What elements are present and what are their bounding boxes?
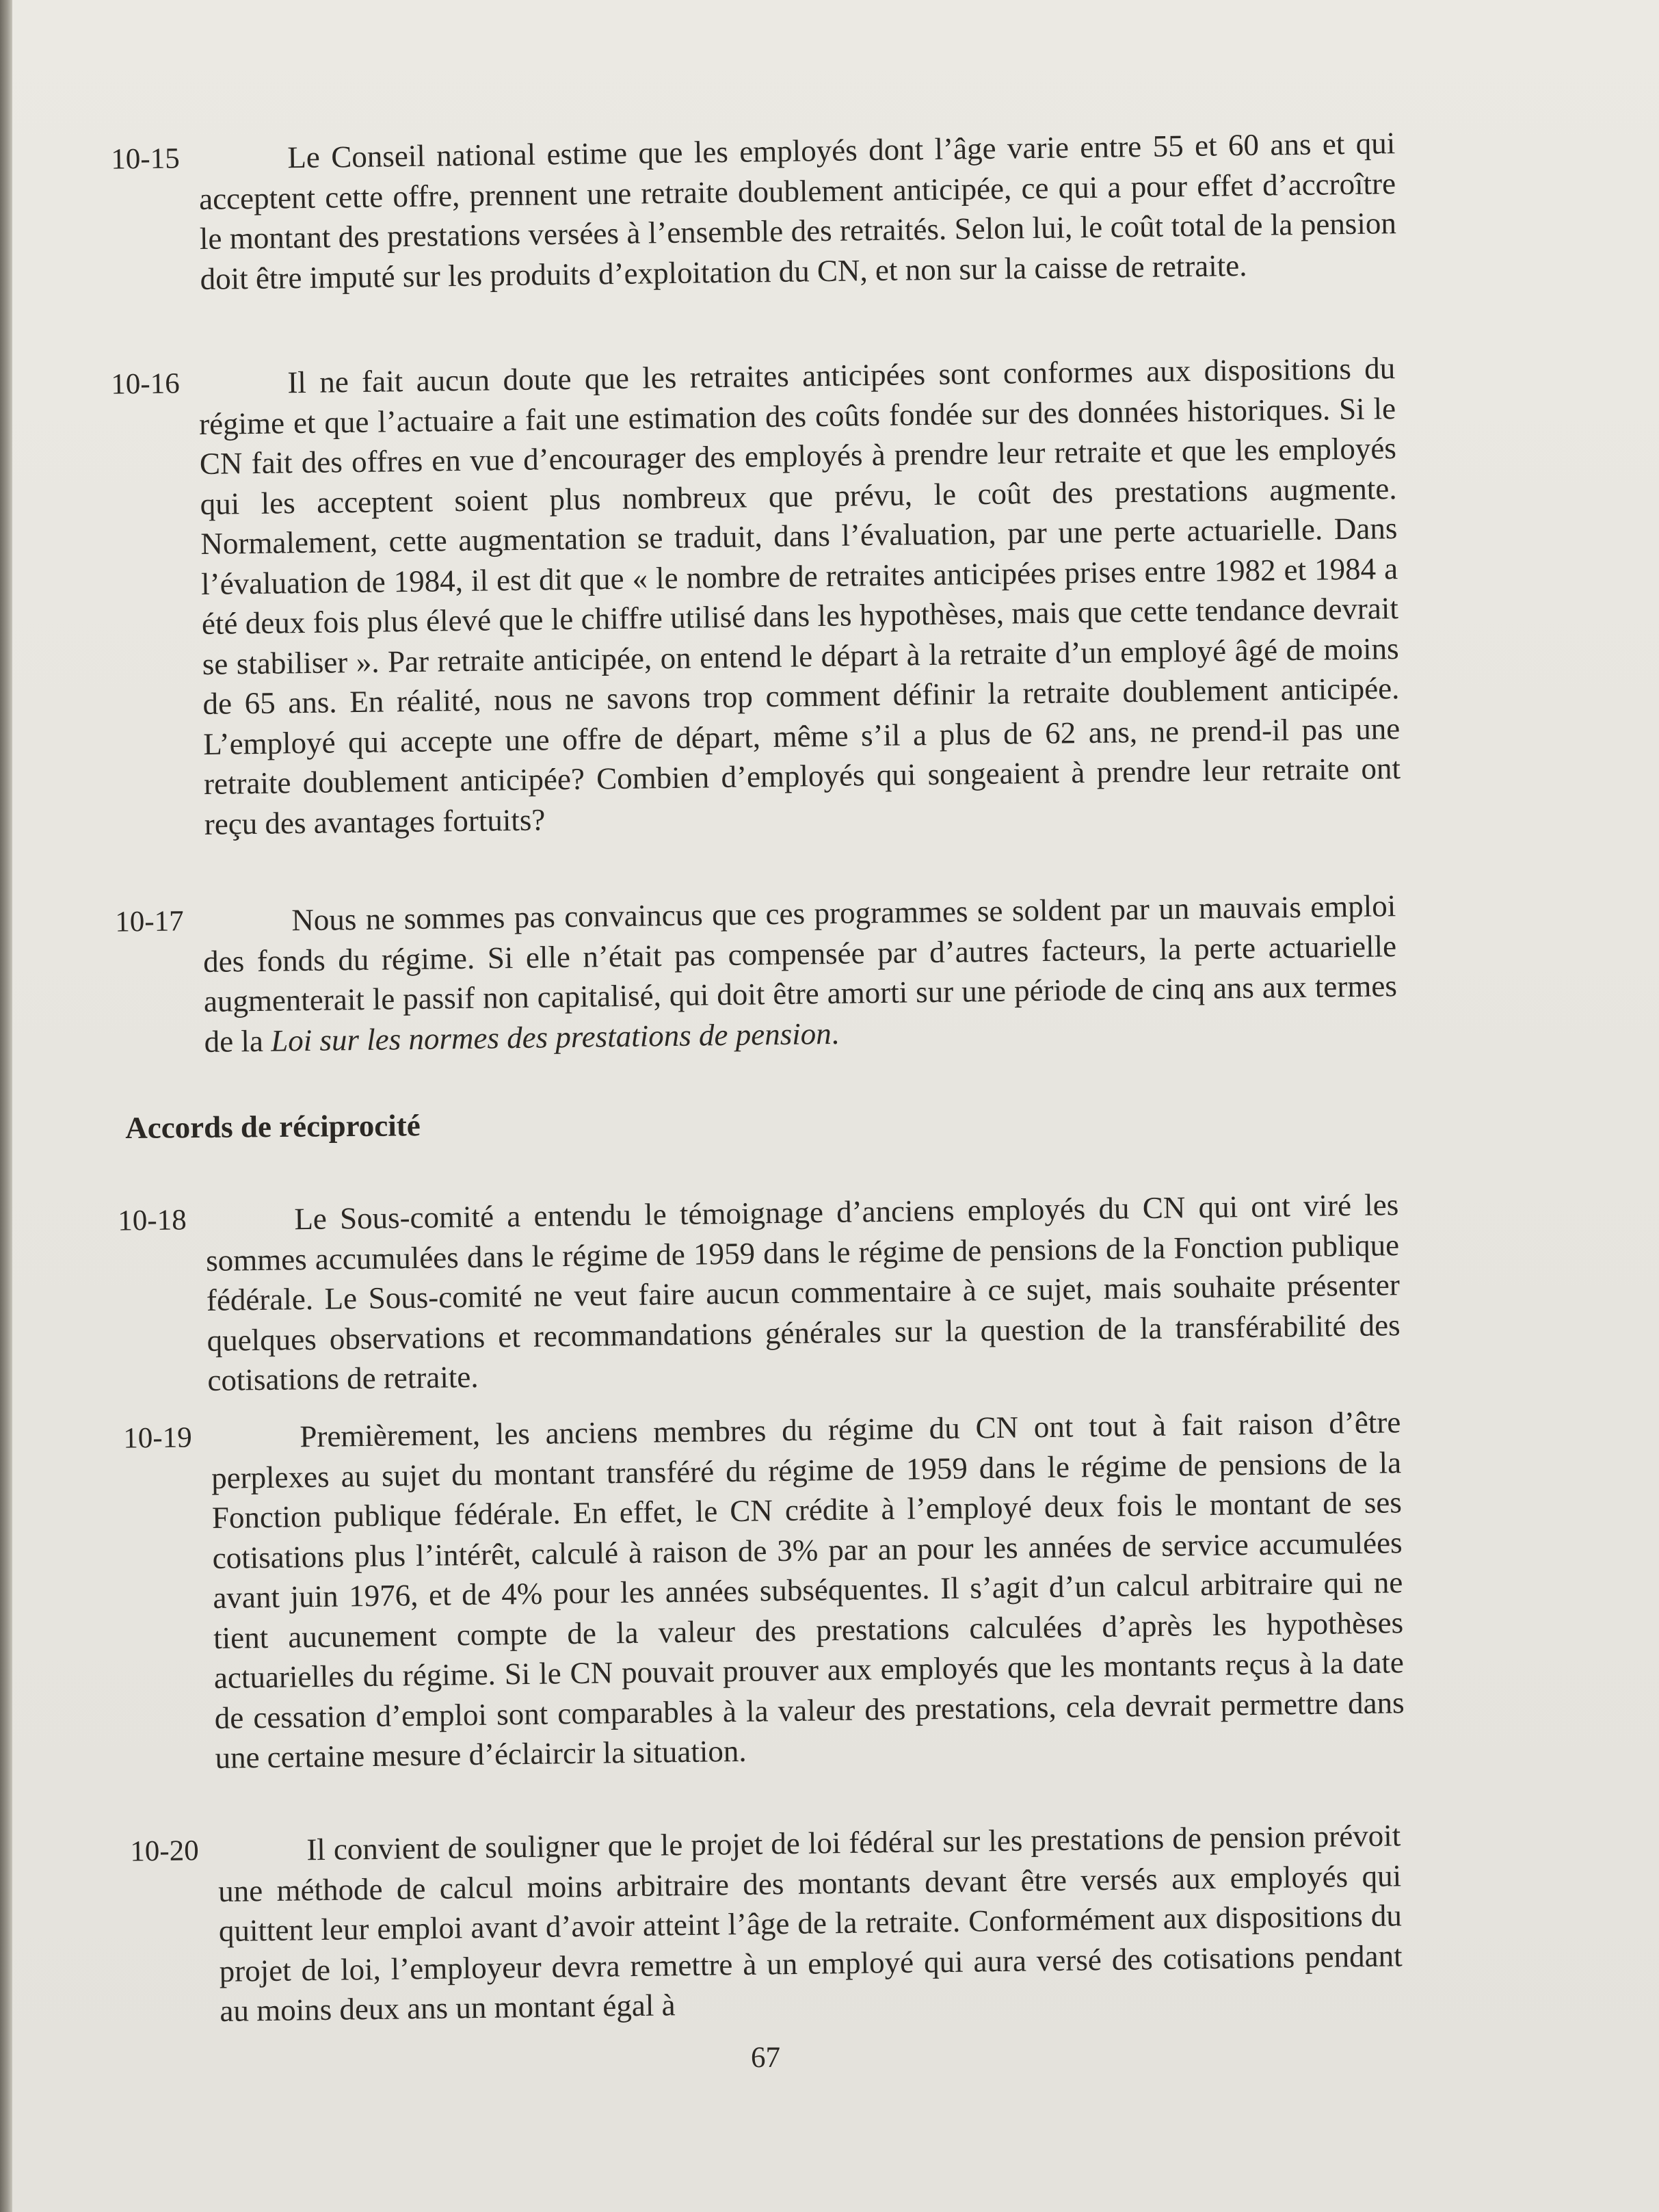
paragraph-number: 10-20 <box>130 1834 200 1868</box>
page-number: 67 <box>751 2042 780 2074</box>
paragraph-text: Le Conseil national estime que les employés dont l’âge varie entre 55 et 60 ans et qui acceptent cette offre, prennent une retraite doublement anticipée, ce qui a pour effet d’accroître le montant des prestations versées à l’ensemble des retraités. Selon lui, le coût total de la pension doit être imputé sur les produits d’exploitation du CN, et non sur la caisse de retraite. <box>198 126 1397 296</box>
page-binding-edge <box>0 0 12 2212</box>
law-title: Loi sur les normes des prestations de pension <box>270 1016 832 1058</box>
paragraph-number: 10-15 <box>111 142 181 176</box>
paragraph-text: Premièrement, les anciens membres du régime du CN ont tout à fait raison d’être perplexes au sujet du montant transféré du régime de 1959 dans le régime de pensions de la Fonction publique fédérale. En effet, le CN crédite à l’employé deux fois le montant de ses cotisations plus l’intérêt, calculé à raison de 3% par an pour les années de service accumulées avant juin 1976, et de 4% pour les années subséquentes. Il s’agit d’un calcul arbitraire qui ne tient aucunement compte de la valeur des prestations calculées d’après les hypothèses actuarielles du régime. Si le CN pouvait prouver aux employés que les montants reçus à la date de cessation d’emploi sont comparables à la valeur des prestations, cela devrait permettre dans une certaine mesure d’éclaircir la situation. <box>211 1405 1405 1775</box>
section-heading: Accords de réciprocité <box>125 1108 421 1145</box>
paragraph-10-16 <box>111 348 1401 844</box>
paragraph-text: Nous ne sommes pas convaincus que ces programmes se soldent par un mauvais emploi des fonds du régime. Si elle n’était pas compensée par d’autres facteurs, la perte actuarielle augmenterait le passif non capitalisé, qui doit être amorti sur une période de cinq ans aux termes de la <box>202 888 1398 1059</box>
paragraph-text: Le Sous-comité a entendu le témoignage d’anciens employés du CN qui ont viré les sommes accumulées dans le régime de 1959 dans le régime de pensions de la Fonction publique fédérale. Le Sous-comité ne veut faire aucun commentaire à ce sujet, mais souhaite présenter quelques observations et recommandations générales sur la question de la transférabilité des cotisations de retraite. <box>205 1187 1401 1397</box>
paragraph-10-17 <box>115 886 1398 1062</box>
paragraph-10-15 <box>111 123 1397 299</box>
paragraph-number: 10-19 <box>123 1421 193 1455</box>
paragraph-text: Il ne fait aucun doute que les retraites anticipées sont conformes aux dispositions du régime et que l’actuaire a fait une estimation des coûts fondée sur des données historiques. Si le CN fait des offres en vue d’encourager des employés à prendre leur retraite et que les employés qui les acceptent soient plus nombreux que prévu, le coût des prestations augmente. Normalement, cette augmentation se traduit, dans l’évaluation, par une perte actuarielle. Dans l’évaluation de 1984, il est dit que « le nombre de retraites anticipées prises entre 1982 et 1984 a été deux fois plus élevé que le chiffre utilisé dans les hypothèses, mais que cette tendance devrait se stabiliser ». Par retraite anticipée, on entend le départ à la retraite d’un employé âgé de moins de 65 ans. En réalité, nous ne savons trop comment définir la retraite doublement anticipée. L’employé qui accepte une offre de départ, même s’il a plus de 62 ans, ne prend-il pas une retraite doublement anticipée? Combien d’employés qui songeaient à prendre leur retraite ont reçu des avantages fortuits? <box>198 351 1401 841</box>
paragraph-10-20 <box>130 1815 1403 2031</box>
paragraph-text-end: . <box>831 1016 840 1051</box>
paragraph-number: 10-18 <box>118 1204 187 1237</box>
paragraph-number: 10-16 <box>111 367 181 401</box>
paragraph-text: Il convient de souligner que le projet de loi fédéral sur les prestations de pension prévoit une méthode de calcul moins arbitraire des montants devant être versés aux employés qui quittent leur emploi avant d’avoir atteint l’âge de la retraite. Conformément aux dispositions du projet de loi, l’employeur devra remettre à un employé qui aura versé des cotisations pendant au moins deux ans un montant égal à <box>217 1818 1403 2028</box>
paragraph-number: 10-17 <box>115 905 185 938</box>
paragraph-10-19 <box>123 1402 1405 1778</box>
document-page <box>12 0 1659 2212</box>
paragraph-10-18 <box>118 1185 1401 1400</box>
